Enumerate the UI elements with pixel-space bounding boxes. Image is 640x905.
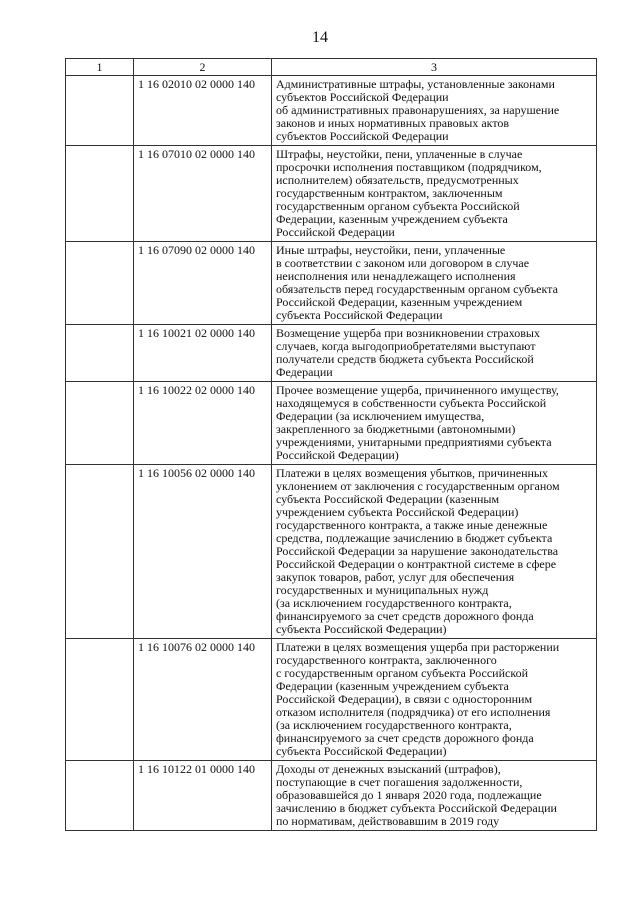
table-header-row — [66, 59, 597, 76]
row-index-cell — [66, 325, 134, 382]
budget-code-cell: 1 16 07010 02 0000 140 — [134, 146, 272, 242]
income-description-cell: Возмещение ущерба при возникновении страховых случаев, когда выгодоприобретателями выступают получатели средств бюджета субъекта Российской Федерации — [272, 325, 597, 382]
row-index-cell — [66, 761, 134, 831]
column-header-1: 1 — [66, 59, 134, 76]
column-header-2: 2 — [134, 59, 272, 76]
income-description-cell: Административные штрафы, установленные законами субъектов Российской Федерации об административных правонарушениях, за нарушение законов и иных нормативных правовых актов субъектов Российской Федерации — [272, 76, 597, 146]
table-row — [66, 242, 597, 325]
row-index-cell — [66, 382, 134, 465]
row-index-cell — [66, 146, 134, 242]
budget-code-cell: 1 16 10022 02 0000 140 — [134, 382, 272, 465]
table-row — [66, 761, 597, 831]
budget-code-cell: 1 16 10076 02 0000 140 — [134, 639, 272, 761]
income-description-cell: Прочее возмещение ущерба, причиненного имуществу, находящемуся в собственности субъекта Российской Федерации (за исключением имущества, закрепленного за бюджетными (автономными) учреждениями, унитарными предприятиями субъекта Российской Федерации) — [272, 382, 597, 465]
table-row — [66, 146, 597, 242]
budget-code-cell: 1 16 10021 02 0000 140 — [134, 325, 272, 382]
row-index-cell — [66, 639, 134, 761]
budget-code-cell: 1 16 02010 02 0000 140 — [134, 76, 272, 146]
table-body — [66, 76, 597, 831]
row-index-cell — [66, 465, 134, 639]
row-index-cell — [66, 76, 134, 146]
budget-code-cell: 1 16 10122 01 0000 140 — [134, 761, 272, 831]
income-description-cell: Иные штрафы, неустойки, пени, уплаченные в соответствии с законом или договором в случае неисполнения или ненадлежащего исполнения обязательств перед государственным органом субъекта Российской Федерации, казенным учреждением субъекта Российской Федерации — [272, 242, 597, 325]
table-row — [66, 465, 597, 639]
row-index-cell — [66, 242, 134, 325]
budget-code-cell: 1 16 10056 02 0000 140 — [134, 465, 272, 639]
table-row — [66, 325, 597, 382]
revenue-codes-table — [65, 58, 597, 831]
income-description-cell: Платежи в целях возмещения ущерба при расторжении государственного контракта, заключенного с государственным органом субъекта Российской Федерации (казенным учреждением субъекта Российской Федерации), в связи с односторонним отказом исполнителя (подрядчика) от его исполнения (за исключением государственного контракта, финансируемого за счет средств дорожного фонда субъекта Российской Федерации) — [272, 639, 597, 761]
page-number: 14 — [312, 29, 328, 46]
table-row — [66, 382, 597, 465]
table-row — [66, 639, 597, 761]
income-description-cell: Платежи в целях возмещения убытков, причиненных уклонением от заключения с государственным органом субъекта Российской Федерации (казенным учреждением субъекта Российской Федерации) государственного контракта, а также иные денежные средства, подлежащие зачислению в бюджет субъекта Российской Федерации за нарушение законодательства Российской Федерации о контрактной системе в сфере закупок товаров, работ, услуг для обеспечения государственных и муниципальных нужд (за исключением государственного контракта, финансируемого за счет средств дорожного фонда субъекта Российской Федерации) — [272, 465, 597, 639]
table-row — [66, 76, 597, 146]
budget-code-cell: 1 16 07090 02 0000 140 — [134, 242, 272, 325]
column-header-3: 3 — [272, 59, 597, 76]
income-description-cell: Штрафы, неустойки, пени, уплаченные в случае просрочки исполнения поставщиком (подрядчиком, исполнителем) обязательств, предусмотренных государственным контрактом, заключенным государственным органом субъекта Российской Федерации, казенным учреждением субъекта Российской Федерации — [272, 146, 597, 242]
table-header — [66, 59, 597, 76]
income-description-cell: Доходы от денежных взысканий (штрафов), поступающие в счет погашения задолженности, образовавшейся до 1 января 2020 года, подлежащие зачислению в бюджет субъекта Российской Федерации по нормативам, действовавшим в 2019 году — [272, 761, 597, 831]
